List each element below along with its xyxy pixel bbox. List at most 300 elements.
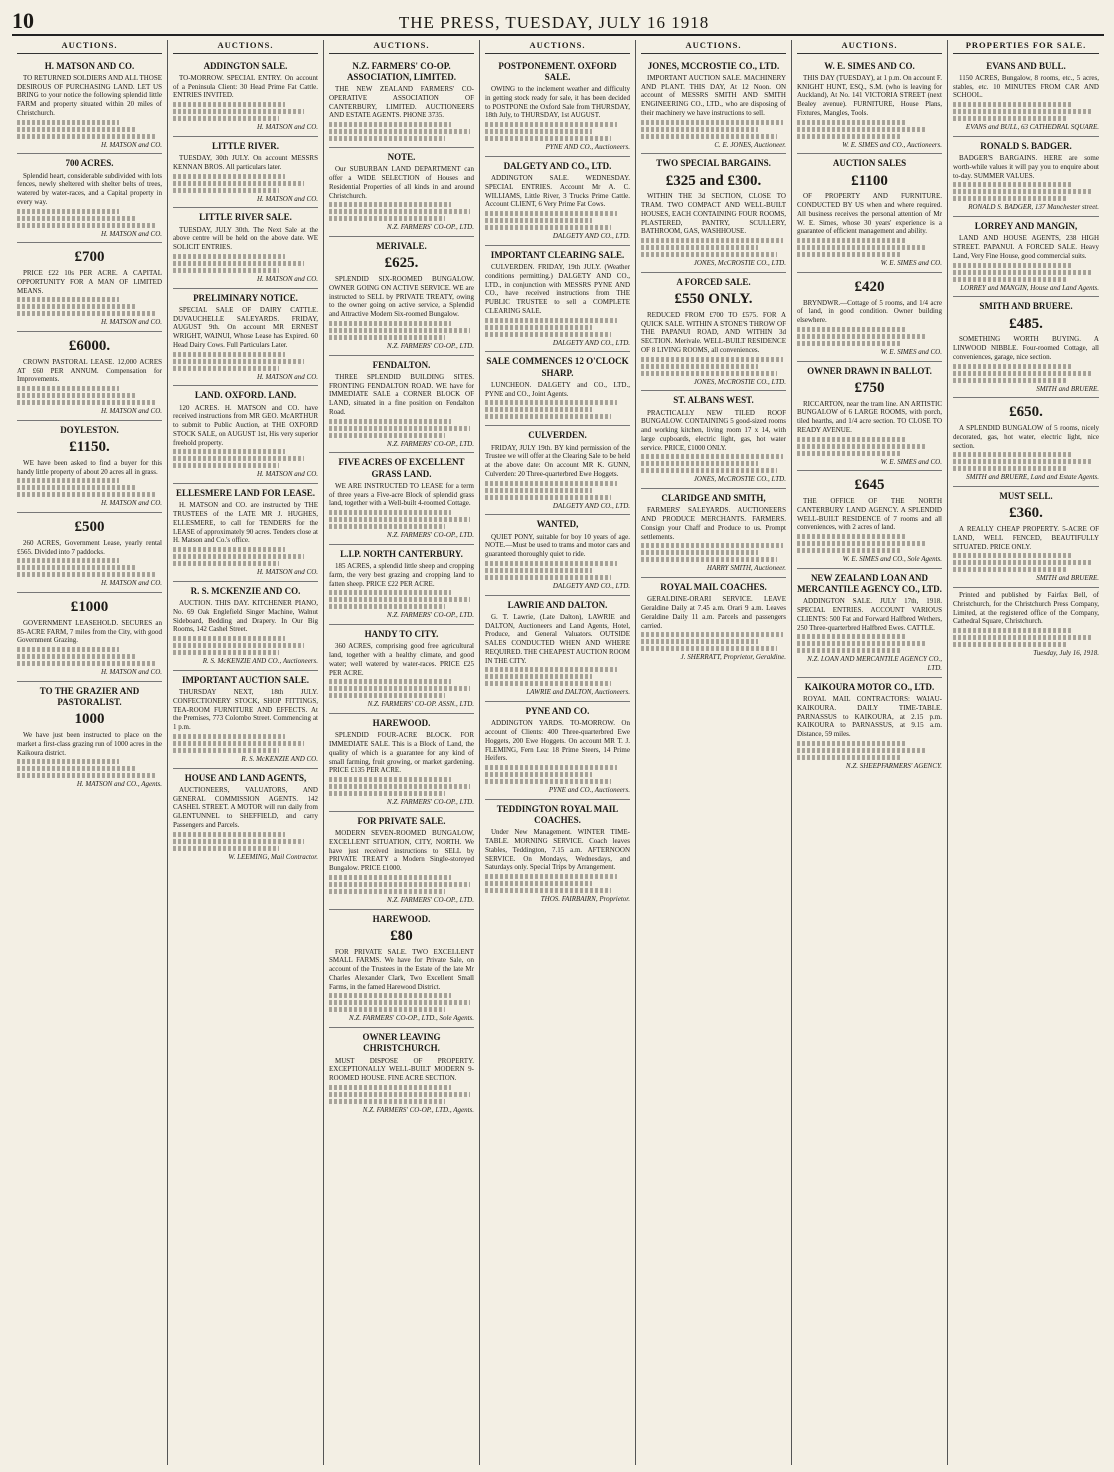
fine-print-texture: [173, 359, 304, 364]
ad-title: EVANS AND BULL.: [986, 60, 1066, 71]
ad-paragraph: BADGER'S BARGAINS. HERE are some worth-while values it will pay you to enquire about to-day. SUMMER VALUES.: [953, 154, 1099, 180]
advertisement: [797, 471, 942, 569]
ad-title: HOUSE AND LAND AGENTS,: [184, 772, 307, 783]
ad-body: [797, 497, 942, 532]
ad-title: SALE COMMENCES 12 O'CLOCK SHARP.: [486, 356, 629, 378]
ad-price: £645: [854, 477, 885, 494]
fine-print-texture: [641, 461, 758, 466]
page-number: 10: [12, 8, 34, 33]
ad-agent: SMITH and BRUERE, Land and Estate Agents.: [966, 473, 1099, 482]
ad-body: [173, 74, 318, 100]
fine-print-texture: [641, 543, 783, 548]
ad-paragraph: FARMERS' SALEYARDS. AUCTIONEERS AND PRODUCE MERCHANTS. FARMERS. Consign your Chaff and Produce to us. Prompt settlements.: [641, 506, 786, 541]
fine-print-texture: [485, 481, 617, 486]
ad-price: £625.: [384, 255, 419, 272]
advertisement: [953, 398, 1099, 487]
ad-agent: R. S. McKENZIE AND CO., Auctioneers.: [202, 657, 318, 666]
fine-print-texture: [173, 839, 304, 844]
ad-paragraph: MUST DISPOSE OF PROPERTY. EXCEPTIONALLY WELL-BUILT MODERN 9-ROOMED HOUSE. FINE ACRE SECTION.: [329, 1056, 474, 1083]
fine-print-texture: [797, 534, 906, 539]
ad-paragraph: THURSDAY NEXT, 18th JULY. CONFECTIONERY STOCK, SHOP FITTINGS, TEA-ROOM FURNITURE AND EFFECTS. At the Premises, 773 Colombo Street. Commencing at 1 p.m.: [173, 688, 318, 732]
ad-agent: H. MATSON and CO.: [257, 194, 318, 203]
fine-print-texture: [17, 386, 119, 391]
fine-print-texture: [797, 748, 925, 753]
advertisement: [797, 154, 942, 273]
columns-container: [12, 40, 1104, 1465]
fine-print-texture: [173, 643, 304, 648]
ad-agent: JONES, McCROSTIE CO., LTD.: [693, 475, 786, 484]
ad-agent: LORREY and MANGIN, House and Land Agents.: [960, 283, 1099, 292]
fine-print-texture: [485, 414, 611, 419]
fine-print-texture: [953, 189, 1092, 194]
fine-print-texture: [641, 252, 777, 257]
masthead: [12, 8, 1104, 36]
fine-print-texture: [329, 426, 470, 431]
ad-title: FENDALTON.: [372, 359, 431, 370]
fine-print-texture: [173, 116, 279, 121]
fine-print-texture: [329, 597, 470, 602]
ad-paragraph: GOVERNMENT LEASEHOLD. SECURES an 85-ACRE FARM, 7 miles from the City, with good Government Grazing.: [17, 618, 162, 645]
ad-paragraph: Printed and published by Fairfax Bell, of Christchurch, for the Christchurch Press Company, Limited, at the registered office of the Company, Cathedral Square, Christchurch.: [953, 591, 1099, 626]
ad-title: POSTPONEMENT. OXFORD SALE.: [498, 60, 617, 82]
fine-print-texture: [173, 846, 279, 851]
fine-print-texture: [953, 628, 1073, 633]
advertisement: [173, 386, 318, 484]
ad-title: AUCTION SALES: [832, 158, 907, 169]
advertisement: [329, 356, 474, 454]
ad-agent: SMITH and BRUERE.: [1036, 384, 1099, 393]
fine-print-texture: [329, 524, 445, 529]
ad-price: £485.: [1009, 315, 1043, 332]
ad-body: [173, 154, 318, 172]
fine-print-texture: [173, 181, 304, 186]
ad-title: IMPORTANT AUCTION SALE.: [181, 674, 310, 685]
advertisement: [173, 57, 318, 137]
ad-paragraph: AUCTIONEERS, VALUATORS, AND GENERAL COMMISSION AGENTS. 142 CASHEL STREET. A MOTOR will run daily from GLENTUNNEL to SHEFFIELD, and carry Passengers and Parcels.: [173, 785, 318, 829]
fine-print-texture: [797, 641, 925, 646]
fine-print-texture: [17, 565, 137, 570]
ad-agent: JONES, McCROSTIE CO., LTD.: [693, 377, 786, 386]
ad-title: W. E. SIMES AND CO.: [824, 60, 915, 71]
ad-paragraph: FRIDAY, JULY 19th. BY kind permission of the Trustee we will offer at the Clearing Sale to be held at the above date: On account MR K. GUNN, Culverden: 20 Three-quarterbred Ewe Hoggets.: [485, 443, 630, 478]
ad-agent: JONES, McCROSTIE CO., LTD.: [693, 259, 786, 268]
ad-title: LITTLE RIVER.: [211, 140, 280, 151]
ad-price: £500: [74, 519, 105, 536]
fine-print-texture: [329, 889, 445, 894]
fine-print-texture: [329, 136, 445, 141]
fine-print-texture: [329, 882, 470, 887]
advertisement: [329, 453, 474, 545]
fine-print-texture: [485, 211, 617, 216]
fine-print-texture: [797, 127, 925, 132]
ad-body: [953, 591, 1099, 626]
ad-agent: N.Z. FARMERS' CO-OP., LTD.: [386, 611, 474, 620]
ad-paragraph: 260 ACRES, Government Lease, yearly rental £565. Divided into 7 paddocks.: [17, 538, 162, 556]
fine-print-texture: [173, 832, 285, 837]
fine-print-texture: [17, 647, 119, 652]
fine-print-texture: [173, 268, 279, 273]
fine-print-texture: [329, 517, 470, 522]
column-4: [480, 40, 636, 1465]
fine-print-texture: [953, 109, 1092, 114]
ad-title: MUST SELL.: [999, 491, 1053, 502]
ad-body: [641, 74, 786, 118]
column-6: [792, 40, 948, 1465]
ad-body: [485, 444, 630, 479]
ad-agent: H. MATSON and CO.: [257, 372, 318, 381]
advertisement: [329, 812, 474, 910]
ad-paragraph: WE ARE INSTRUCTED TO LEASE for a term of three years a Five-acre Block of splendid grass land, together with a Well-built 4-roomed Cottage.: [329, 481, 474, 508]
fine-print-texture: [953, 459, 1092, 464]
ad-agent: RONALD S. BADGER, 137 Manchester street.: [968, 203, 1099, 212]
ad-title: TEDDINGTON ROYAL MAIL COACHES.: [496, 803, 619, 826]
ad-body: [485, 263, 630, 316]
advertisement: [17, 57, 162, 155]
fine-print-texture: [485, 495, 611, 500]
advertisement: [485, 515, 630, 595]
fine-print-texture: [173, 188, 279, 193]
fine-print-texture: [797, 741, 906, 746]
advertisement: [17, 513, 162, 593]
fine-print-texture: [17, 759, 119, 764]
ad-paragraph: TO-MORROW. SPECIAL ENTRY. On account of a Peninsula Client: 30 Head Prime Fat Cattle. ENTRIES INVITED.: [173, 73, 318, 100]
ad-paragraph: Splendid heart, considerable subdivided with lots fences, newly sheltered with shelter belts of trees, watered by water-races, and a Capital property in every way.: [17, 171, 162, 206]
ad-agent: N.Z. FARMERS' CO-OP., LTD.: [386, 798, 474, 807]
ad-paragraph: THE OFFICE OF THE NORTH CANTERBURY LAND AGENCY. A SPLENDID WELL-BUILT RESIDENCE of 7 rooms and all conveniences, with 2 acres of land.: [797, 497, 942, 532]
advertisement: [173, 208, 318, 288]
ad-agent: PYNE and CO., Auctioneers.: [548, 786, 630, 795]
column-heading: PROPERTIES FOR SALE.: [953, 40, 1099, 54]
advertisement: [797, 569, 942, 678]
advertisement: [953, 217, 1099, 297]
ad-agent: H. MATSON and CO.: [257, 123, 318, 132]
fine-print-texture: [17, 393, 137, 398]
fine-print-texture: [485, 407, 592, 412]
ad-body: [173, 404, 318, 448]
ad-agent: W. E. SIMES and CO.: [880, 457, 942, 466]
fine-print-texture: [641, 357, 783, 362]
ad-agent: N.Z. FARMERS' CO-OP., LTD.: [386, 223, 474, 232]
fine-print-texture: [17, 773, 156, 778]
ad-paragraph: Our SUBURBAN LAND DEPARTMENT can offer a WIDE SELECTION of Houses and Residential Properties of all kinds in and around Christchurch.: [329, 165, 474, 200]
ad-paragraph: IMPORTANT AUCTION SALE. MACHINERY AND PLANT. THIS DAY, At 12 Noon. ON account of MESSRS SMITH AND SMITH ENGINEERING CO., LTD., who are disposing of their machinery we have instructions to sell.: [641, 73, 786, 117]
ad-body: [17, 172, 162, 207]
fine-print-texture: [485, 575, 611, 580]
ad-body: [173, 688, 318, 732]
ad-title: DOYLESTON.: [60, 424, 119, 435]
ad-paragraph: ADDINGTON YARDS. TO-MORROW. On account of Clients: 400 Three-quarterbred Ewe Hoggets, 200 Ewe Hoggets. On account MR T. J. FLEMING, Fern Lea: 18 Prime Steers, 14 Prime Heifers.: [485, 719, 630, 763]
fine-print-texture: [173, 366, 279, 371]
fine-print-texture: [329, 693, 445, 698]
fine-print-texture: [329, 1092, 470, 1097]
ad-price: £80: [390, 927, 413, 944]
ad-agent: J. SHERRATT, Proprietor, Geraldine.: [680, 653, 786, 662]
column-heading: AUCTIONS.: [797, 40, 942, 54]
ad-body: [329, 482, 474, 508]
fine-print-texture: [797, 648, 900, 653]
advertisement: [797, 678, 942, 775]
fine-print-texture: [953, 270, 1092, 275]
ad-agent: N.Z. FARMERS' CO-OP., LTD.: [386, 531, 474, 540]
ad-paragraph: THE NEW ZEALAND FARMERS' CO-OPERATIVE ASSOCIATION OF CANTERBURY, LIMITED. AUCTIONEERS AND ESTATE AGENTS. PHONE 3735.: [329, 85, 474, 120]
ad-body: [173, 226, 318, 252]
ad-title: KAIKOURA MOTOR CO., LTD.: [804, 681, 935, 692]
ad-title: HAREWOOD.: [372, 718, 431, 729]
advertisement: [953, 487, 1099, 588]
ad-paragraph: A SPLENDID BUNGALOW of 5 rooms, nicely decorated, gas, hot water, electric light, nice section.: [953, 424, 1099, 450]
ad-price: £1100: [851, 172, 888, 189]
advertisement: [641, 489, 786, 578]
ad-price: £360.: [1009, 505, 1043, 522]
ad-body: [641, 192, 786, 236]
advertisement: [173, 484, 318, 582]
fine-print-texture: [329, 993, 451, 998]
advertisement: [953, 588, 1099, 662]
ad-agent: H. MATSON and CO.: [101, 140, 162, 149]
ad-body: [797, 192, 942, 236]
advertisement: [797, 273, 942, 362]
fine-print-texture: [641, 468, 777, 473]
fine-print-texture: [173, 174, 285, 179]
advertisement: [329, 237, 474, 356]
ad-paragraph: ADDINGTON SALE. WEDNESDAY. SPECIAL ENTRIES. Account Mr A. C. WILLIAMS, Little River, 3 Trucks Prime Cattle. Account CLIENT, 6 Very Prime Fat Cows.: [485, 174, 630, 209]
advertisement: [797, 57, 942, 155]
ad-title: PYNE AND CO.: [525, 706, 590, 717]
ad-body: [797, 400, 942, 435]
fine-print-texture: [641, 364, 758, 369]
ad-paragraph: SOMETHING WORTH BUYING. A LINWOOD NIBBLE. Four-roomed Cottage, all conveniences, garage, nice section.: [953, 335, 1099, 361]
ad-title: JONES, MCCROSTIE CO., LTD.: [647, 60, 780, 71]
fine-print-texture: [641, 632, 783, 637]
advertisement: [485, 352, 630, 426]
ad-body: [485, 174, 630, 209]
fine-print-texture: [797, 245, 925, 250]
ad-paragraph: FOR PRIVATE SALE. TWO EXCELLENT SMALL FARMS. We have for Private Sale, on account of the Trustees in the Estate of the late Mr Charles Alexander Clark, Two Excellent Small Farms, in the famed Harewood District.: [329, 947, 474, 991]
ad-agent: H. MATSON and CO., Agents.: [76, 780, 162, 789]
ad-agent: N.Z. FARMERS' CO-OP. ASSN., LTD.: [367, 700, 474, 709]
ad-agent: PYNE AND CO., Auctioneers.: [545, 143, 630, 152]
fine-print-texture: [17, 216, 137, 221]
fine-print-texture: [953, 263, 1073, 268]
column-5: [636, 40, 792, 1465]
fine-print-texture: [485, 122, 617, 127]
ad-title: ELLESMERE LAND FOR LEASE.: [175, 488, 316, 499]
advertisement: [329, 625, 474, 714]
ad-agent: N.Z. FARMERS' CO-OP., LTD., Sole Agents.: [348, 1014, 474, 1023]
fine-print-texture: [173, 102, 285, 107]
fine-print-texture: [329, 777, 451, 782]
ad-body: [329, 642, 474, 677]
fine-print-texture: [329, 1099, 445, 1104]
ad-title: PRELIMINARY NOTICE.: [193, 292, 298, 303]
ad-body: [329, 829, 474, 873]
ad-paragraph: SPLENDID FOUR-ACRE BLOCK. FOR IMMEDIATE SALE. This is a Block of Land, the quality of which is a guarantee for any kind of small farming, fruit growing, or market gardening. PRICE £135 PER ACRE.: [329, 731, 474, 775]
ad-body: [17, 269, 162, 295]
ad-body: [17, 358, 162, 384]
ad-agent: H. MATSON and CO.: [257, 470, 318, 479]
advertisement: [173, 769, 318, 866]
fine-print-texture: [953, 567, 1067, 572]
fine-print-texture: [797, 548, 900, 553]
column-heading: AUCTIONS.: [329, 40, 474, 54]
fine-print-texture: [485, 400, 617, 405]
fine-print-texture: [17, 558, 119, 563]
ad-title: CLARIDGE AND SMITH,: [661, 493, 766, 504]
ad-body: [485, 719, 630, 763]
ad-title: N.Z. FARMERS' CO-OP. ASSOCIATION, LIMITED.: [346, 60, 457, 82]
fine-print-texture: [953, 560, 1092, 565]
ad-paragraph: OWING to the inclement weather and difficulty in getting stock ready for sale, it has been decided to POSTPONE the Oxford Sale from THURSDAY, 18th July, to THURSDAY, 1st AUGUST.: [485, 85, 630, 120]
fine-print-texture: [485, 218, 592, 223]
ad-body: [641, 409, 786, 453]
fine-print-texture: [953, 642, 1067, 647]
ad-price: £550 ONLY.: [674, 291, 753, 308]
ad-agent: R. S. McKENZIE AND CO.: [241, 754, 318, 763]
advertisement: [953, 57, 1099, 137]
ad-agent: C. E. JONES, Auctioneer.: [714, 140, 786, 149]
fine-print-texture: [173, 254, 285, 259]
ad-body: [17, 539, 162, 557]
ad-body: [953, 424, 1099, 450]
advertisement: [329, 714, 474, 812]
advertisement: [173, 582, 318, 671]
advertisement: [641, 273, 786, 392]
fine-print-texture: [329, 686, 470, 691]
column-1: [12, 40, 168, 1465]
fine-print-texture: [173, 449, 285, 454]
ad-title: OWNER LEAVING CHRISTCHURCH.: [362, 1032, 441, 1054]
ad-title: R. S. MCKENZIE AND CO.: [190, 585, 301, 596]
advertisement: [17, 332, 162, 421]
advertisement: [329, 148, 474, 237]
ad-paragraph: CROWN PASTORAL LEASE. 12,000 ACRES AT £60 PER ANNUM. Compensation for Improvements.: [17, 357, 162, 384]
ad-body: [173, 306, 318, 350]
fine-print-texture: [17, 223, 156, 228]
ad-agent: EVANS and BULL, 63 CATHEDRAL SQUARE.: [965, 123, 1099, 132]
ad-paragraph: WITHIN THE 3d SECTION, CLOSE TO TRAM. TWO COMPACT AND WELL-BUILT HOUSES, EACH CONTAINING FOUR ROOMS, PLASTERED, PANTRY, SCULLERY, BATHROOM, GAS, WASHHOUSE.: [641, 192, 786, 236]
fine-print-texture: [329, 1000, 470, 1005]
ad-agent: DALGETY AND CO., LTD.: [552, 338, 630, 347]
ad-paragraph: SPECIAL SALE OF DAIRY CATTLE. DUVAUCHELLE SALEYARDS. FRIDAY, AUGUST 9th. On account MR ERNEST WRIGHT, WAINUI, Whose Lease has Expired. 60 Head Dairy Cows. Full Particulars Later.: [173, 305, 318, 349]
advertisement: [485, 426, 630, 515]
ad-paragraph: A REALLY CHEAP PROPERTY. 5-ACRE OF LAND, WELL FENCED, BEAUTIFULLY SITUATED. PRICE ONLY.: [953, 525, 1099, 551]
ad-body: [173, 599, 318, 634]
advertisement: [17, 593, 162, 682]
ad-paragraph: RICCARTON, near the tram line. AN ARTISTIC BUNGALOW of 6 LARGE ROOMS, with porch, tiled hearths, and 1/4 acre section. TO CLOSE TO READY AVENUE.: [797, 399, 942, 434]
ad-paragraph: ADDINGTON SALE. JULY 17th, 1918. SPECIAL ENTRIES. ACCOUNT VARIOUS CLIENTS: 500 Fat and Forward Halfbred Wethers, 250 Three-quarterbred Halfbred Ewes. CATTLE.: [797, 597, 942, 632]
ad-body: [797, 695, 942, 739]
ad-body: [329, 85, 474, 120]
ad-agent: N.Z. FARMERS' CO-OP., LTD.: [386, 439, 474, 448]
ad-paragraph: CULVERDEN. FRIDAY, 19th JULY. (Weather conditions permitting.) DALGETY AND CO., LTD., in conjunction with MESSRS PYNE AND CO., have received instructions from THE PUBLIC TRUSTEE to sell a COMPLETE CLEARING SALE.: [485, 263, 630, 315]
ad-agent: SMITH and BRUERE.: [1036, 574, 1099, 583]
ad-body: [485, 828, 630, 872]
ad-body: [173, 786, 318, 830]
advertisement: [173, 137, 318, 209]
ad-body: [329, 948, 474, 992]
ad-paragraph: 360 ACRES, comprising good free agricultural land, together with a healthy climate, and good water; well watered by water-races. PRICE £25 PER ACRE.: [329, 642, 474, 677]
fine-print-texture: [485, 681, 611, 686]
ad-paragraph: TO RETURNED SOLDIERS AND ALL THOSE DESIROUS OF PURCHASING LAND. LET US BRING to your notice the following splendid little FARM and property situated within 20 miles of Christchurch.: [17, 73, 162, 117]
column-heading: AUCTIONS.: [485, 40, 630, 54]
fine-print-texture: [329, 209, 470, 214]
ad-title: RONALD S. BADGER.: [980, 140, 1072, 151]
fine-print-texture: [17, 134, 156, 139]
ad-title: TWO SPECIAL BARGAINS.: [656, 158, 771, 169]
ad-body: [953, 525, 1099, 551]
advertisement: [641, 578, 786, 666]
fine-print-texture: [641, 639, 758, 644]
ad-paragraph: 120 ACRES. H. MATSON and CO. have received instructions from MR GEO. McARTHUR to submit to Public Auction, at THE OXFORD STOCK SALE, on AUGUST 1st, His very superior freehold property.: [173, 403, 318, 447]
ad-body: [17, 731, 162, 757]
fine-print-texture: [485, 779, 611, 784]
fine-print-texture: [329, 433, 445, 438]
ad-agent: DALGETY AND CO., LTD.: [552, 232, 630, 241]
fine-print-texture: [797, 327, 906, 332]
fine-print-texture: [17, 311, 156, 316]
ad-paragraph: ROYAL MAIL CONTRACTORS: WAIAU-KAIKOURA. DAILY TIME-TABLE. PARNASSUS to KAIKOURA, at 2.15 p.m. KAIKOURA to PARNASSUS, at 9.15 a.m. Distance, 59 miles.: [797, 695, 942, 739]
fine-print-texture: [173, 734, 285, 739]
fine-print-texture: [485, 888, 611, 893]
fine-print-texture: [173, 456, 304, 461]
ad-agent: H. MATSON and CO.: [101, 579, 162, 588]
ad-body: [797, 299, 942, 325]
fine-print-texture: [173, 352, 285, 357]
ad-body: [17, 619, 162, 645]
ad-title: 700 ACRES.: [65, 158, 114, 169]
fine-print-texture: [953, 371, 1092, 376]
advertisement: [953, 137, 1099, 217]
ad-price: 1000: [74, 711, 105, 728]
fine-print-texture: [641, 127, 758, 132]
fine-print-texture: [641, 550, 758, 555]
ad-body: [797, 597, 942, 632]
fine-print-texture: [329, 328, 470, 333]
ad-title: WANTED,: [536, 519, 579, 530]
ad-body: [329, 165, 474, 200]
column-7: [948, 40, 1104, 1465]
fine-print-texture: [953, 378, 1067, 383]
ad-paragraph: We have just been instructed to place on the market a first-class grazing run of 1000 acres in the Kaikoura district.: [17, 731, 162, 757]
ad-paragraph: BRYNDWR.—Cottage of 5 rooms, and 1/4 acre of land, in good condition. Owner building elsewhere.: [797, 298, 942, 325]
fine-print-texture: [329, 216, 445, 221]
fine-print-texture: [329, 335, 445, 340]
ad-title: NOTE.: [387, 152, 416, 163]
ad-agent: H. MATSON and CO.: [101, 318, 162, 327]
newspaper-title: THE PRESS, TUESDAY, JULY 16 1918: [398, 13, 710, 32]
ad-body: [953, 74, 1099, 100]
advertisement: [485, 157, 630, 246]
fine-print-texture: [641, 245, 758, 250]
fine-print-texture: [329, 679, 451, 684]
advertisement: [17, 421, 162, 513]
ad-paragraph: TUESDAY, JULY 30th. The Next Sale at the above centre will be held on the above date. WE SOLICIT ENTRIES.: [173, 225, 318, 252]
ad-title: LITTLE RIVER SALE.: [199, 212, 292, 223]
fine-print-texture: [17, 661, 156, 666]
ad-body: [641, 311, 786, 355]
fine-print-texture: [797, 134, 900, 139]
ad-title: LAWRIE AND DALTON.: [507, 599, 608, 610]
ad-body: [329, 275, 474, 319]
ad-paragraph: WE have been asked to find a buyer for this handy little property of about 20 acres all in grass.: [17, 458, 162, 476]
ad-agent: H. MATSON and CO.: [101, 229, 162, 238]
fine-print-texture: [17, 297, 119, 302]
ad-paragraph: THREE SPLENDID BUILDING SITES. FRONTING FENDALTON ROAD. WE have for IMMEDIATE SALE a CORNER BLOCK OF LAND, situated in a fine position on Fendalton Road.: [329, 372, 474, 416]
ad-body: [641, 595, 786, 630]
ad-title: LAND. OXFORD. LAND.: [194, 390, 297, 401]
ad-paragraph: TUESDAY, 30th JULY. On account MESSRS KENNAN BROS. All particulars later.: [173, 154, 318, 171]
ad-agent: Tuesday, July 16, 1918.: [1033, 649, 1099, 658]
